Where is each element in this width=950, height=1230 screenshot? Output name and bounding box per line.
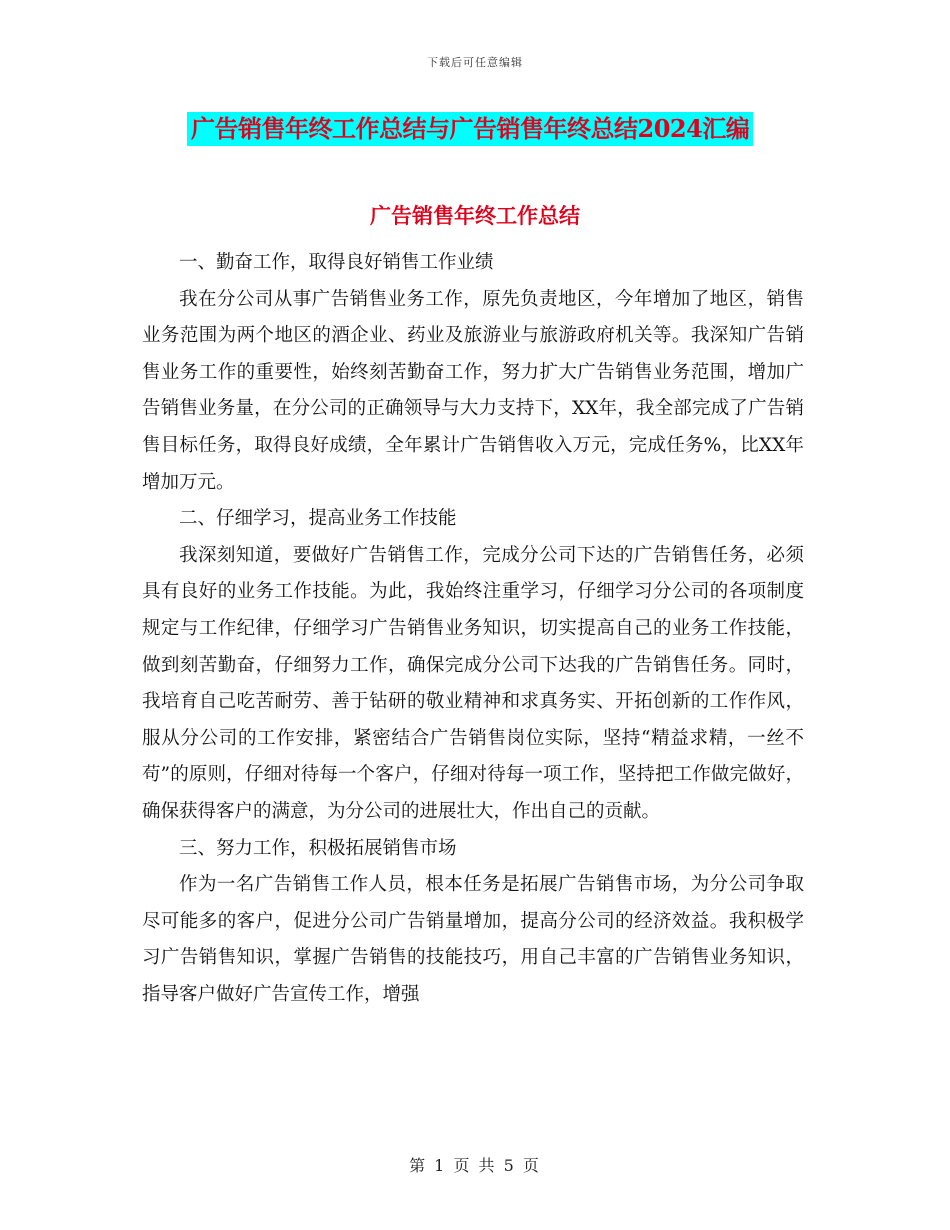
header-note: 下载后可任意编辑: [427, 56, 523, 69]
section-paragraph-2: 我深刻知道，要做好广告销售工作，完成分公司下达的广告销售任务，必须具有良好的业务工作技能。为此，我始终注重学习，仔细学习分公司的各项制度规定与工作纪律，仔细学习广告销售业务知识，切实提高自己的业务工作技能，做到刻苦勤奋，仔细努力工作，确保完成分公司下达我的广告销售任务。同时，我培育自己吃苦耐劳、善于钻研的敬业精神和求真务实、开拓创新的工作作风，服从分公司的工作安排，紧密结合广告销售岗位实际，坚持“精益求精，一丝不苟”的原则，仔细对待每一个客户，仔细对待每一项工作，坚持把工作做完做好，确保获得客户的满意，为分公司的进展壮大，作出自己的贡献。: [142, 544, 804, 822]
section-heading-2: 二、仔细学习，提高业务工作技能: [179, 508, 457, 530]
section-heading-1: 一、勤奋工作，取得良好销售工作业绩: [179, 252, 494, 273]
document-main-title: 广告销售年终工作总结与广告销售年终总结2024汇编: [187, 112, 753, 146]
document-body: [142, 245, 804, 1013]
section-paragraph-3: 作为一名广告销售工作人员，根本任务是拓展广告销售市场，为分公司争取尽可能多的客户，促进分公司广告销量增加，提高分公司的经济效益。我积极学习广告销售知识，掌握广告销售的技能技巧，用自己丰富的广告销售业务知识，指导客户做好广告宣传工作，增强: [142, 874, 804, 1005]
document-sub-title: 广告销售年终工作总结: [370, 203, 580, 228]
page-indicator: 第 1 页 共 5 页: [409, 1156, 541, 1175]
section-heading-3: 三、努力工作，积极拓展销售市场: [179, 837, 457, 859]
section-paragraph-1: 我在分公司从事广告销售业务工作，原先负责地区，今年增加了地区，销售业务范围为两个地区的酒企业、药业及旅游业与旅游政府机关等。我深知广告销售业务工作的重要性，始终刻苦勤奋工作，努力扩大广告销售业务范围，增加广告销售业务量，在分公司的正确领导与大力支持下，XX年，我全部完成了广告销售目标任务，取得良好成绩，全年累计广告销售收入万元，完成任务%，比XX年增加万元。: [142, 288, 804, 493]
